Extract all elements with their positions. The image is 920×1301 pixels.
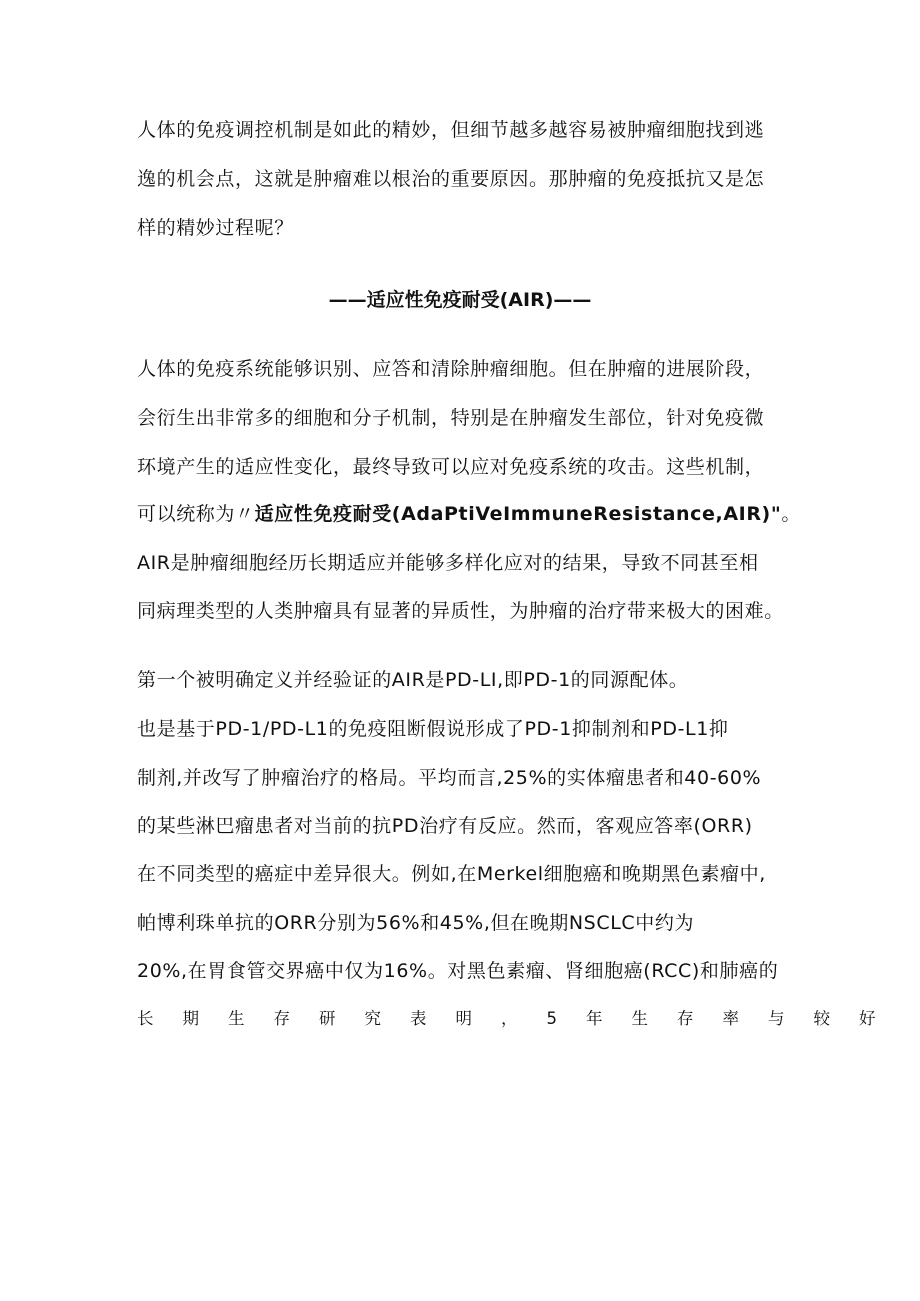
paragraph1-line-1: 人体的免疫调控机制是如此的精妙，但细节越多越容易被肿瘤细胞找到逃 — [137, 119, 765, 141]
paragraph3-line-4: 的某些淋巴瘤患者对当前的抗PD治疗有反应。然而，客观应答率(ORR) — [137, 815, 753, 837]
paragraph3-line-5: 在不同类型的癌症中差异很大。例如,在Merkel细胞癌和晚期黑色素瘤中, — [137, 863, 766, 885]
section-heading: ——适应性免疫耐受(AIR)—— — [328, 289, 592, 311]
paragraph2-line-1: 人体的免疫系统能够识别、应答和清除肿瘤细胞。但在肿瘤的进展阶段， — [137, 358, 765, 380]
paragraph3-line-2: 也是基于PD-1/PD-L1的免疫阻断假说形成了PD-1抑制剂和PD-L1抑 — [137, 718, 729, 740]
paragraph2-line-4-prefix: 可以统称为〃 — [137, 503, 255, 525]
paragraph2-line-6: 同病理类型的人类肿瘤具有显著的异质性，为肿瘤的治疗带来极大的困难。 — [137, 600, 784, 622]
paragraph2-line-3: 环境产生的适应性变化，最终导致可以应对免疫系统的攻击。这些机制， — [137, 456, 765, 478]
air-term-bold: 适应性免疫耐受(AdaPtiVeImmuneResistance,AIR)" — [254, 503, 782, 525]
paragraph3-line-1: 第一个被明确定义并经验证的AIR是PD-LI,即PD-1的同源配体。 — [137, 669, 689, 691]
paragraph2-line-2: 会衍生出非常多的细胞和分子机制，特别是在肿瘤发生部位，针对免疫微 — [137, 407, 765, 429]
paragraph3-line-7: 20%,在胃食管交界癌中仅为16%。对黑色素瘤、肾细胞癌(RCC)和肺癌的 — [137, 960, 779, 982]
paragraph2-line-4 — [137, 501, 801, 527]
paragraph3-line-3: 制剂,并改写了肿瘤治疗的格局。平均而言,25%的实体瘤患者和40-60% — [137, 767, 762, 789]
paragraph1-line-3: 样的精妙过程呢？ — [137, 217, 294, 239]
paragraph3-line-8: 长期生存研究表明，5年生存率与较好 — [137, 1009, 905, 1028]
paragraph2-line-4-suffix: 。 — [781, 503, 801, 525]
paragraph2-line-5: AIR是肿瘤细胞经历长期适应并能够多样化应对的结果，导致不同甚至相 — [137, 552, 759, 574]
paragraph1-line-2: 逸的机会点，这就是肿瘤难以根治的重要原因。那肿瘤的免疫抵抗又是怎 — [137, 168, 765, 190]
paragraph3-line-6: 帕博利珠单抗的ORR分别为56%和45%,但在晚期NSCLC中约为 — [137, 912, 695, 934]
